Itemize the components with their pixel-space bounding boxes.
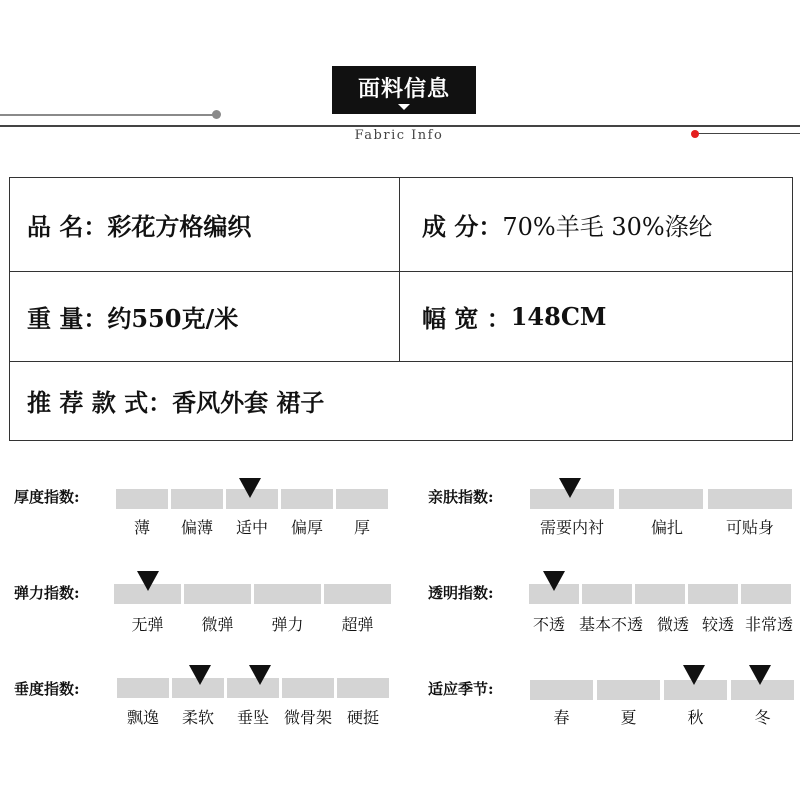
index-bar-segment: [117, 678, 169, 698]
index-bar-segment: [688, 584, 738, 604]
index-label: 厚度指数:: [14, 488, 80, 506]
name-value: 彩花方格编织: [107, 212, 252, 241]
composition-value: 70%羊毛 30%涤纶: [502, 213, 713, 241]
info-cell-styles: [10, 362, 791, 439]
info-cell-width: [400, 272, 791, 361]
index-option: 可贴身: [725, 518, 774, 537]
index-bar-segment: [171, 489, 223, 509]
index-option: 春: [553, 708, 570, 727]
index-option: 秋: [687, 708, 704, 727]
index-bar-segment: [337, 678, 389, 698]
index-bar-segment: [254, 584, 321, 604]
width-value: 148CM: [510, 302, 607, 331]
name-label: 品 名：: [27, 212, 108, 241]
header-line-left: [0, 114, 218, 116]
width-label: 幅 宽 ：: [422, 304, 511, 333]
index-option: 冬: [754, 708, 771, 727]
index-option: 需要内衬: [539, 518, 604, 537]
index-label: 垂度指数:: [14, 680, 80, 698]
styles-value: 香风外套 裙子: [172, 388, 325, 417]
index-option: 垂坠: [236, 708, 269, 727]
index-option: 薄: [133, 518, 150, 537]
header-line-right: [694, 133, 800, 134]
index-option: 飘逸: [126, 708, 159, 727]
index-option: 偏薄: [180, 518, 213, 537]
selected-marker-icon: [749, 665, 771, 685]
info-cell-weight: [10, 272, 399, 361]
section-title: 面料信息: [332, 66, 476, 114]
index-option: 微骨架: [283, 708, 332, 727]
index-bar-segment: [324, 584, 391, 604]
index-bar-segment: [635, 584, 685, 604]
index-bar-segment: [184, 584, 251, 604]
info-cell-name: [10, 178, 399, 271]
index-label: 透明指数:: [428, 584, 494, 602]
index-bar-segment: [619, 489, 703, 509]
title-pointer-icon: [398, 104, 410, 110]
weight-label: 重 量：: [27, 304, 108, 333]
info-cell-composition: [400, 178, 791, 271]
index-option: 柔软: [181, 708, 214, 727]
index-option: 微透: [656, 615, 689, 634]
index-bar-segment: [282, 678, 334, 698]
styles-label: 推 荐 款 式：: [27, 388, 173, 417]
index-label: 适应季节:: [428, 680, 494, 698]
index-bar-segment: [741, 584, 791, 604]
header-dot-grey: [212, 110, 221, 119]
index-option: 非常透: [744, 615, 793, 634]
index-option: 微弹: [201, 615, 234, 634]
selected-marker-icon: [559, 478, 581, 498]
index-bar-segment: [708, 489, 792, 509]
index-bar-segment: [530, 680, 593, 700]
index-option: 偏扎: [650, 518, 683, 537]
index-option: 偏厚: [290, 518, 323, 537]
selected-marker-icon: [137, 571, 159, 591]
index-bar-segment: [597, 680, 660, 700]
index-bar-segment: [281, 489, 333, 509]
index-option: 弹力: [271, 615, 304, 634]
index-option: 适中: [235, 518, 268, 537]
index-option: 夏: [620, 708, 637, 727]
index-bar-segment: [116, 489, 168, 509]
index-option: 无弹: [131, 615, 164, 634]
index-bar-segment: [582, 584, 632, 604]
index-label: 弹力指数:: [14, 584, 80, 602]
selected-marker-icon: [683, 665, 705, 685]
index-option: 厚: [353, 518, 370, 537]
index-label: 亲肤指数:: [428, 488, 494, 506]
selected-marker-icon: [543, 571, 565, 591]
composition-label: 成 分：: [422, 212, 503, 241]
index-option: 硬挺: [346, 708, 379, 727]
selected-marker-icon: [189, 665, 211, 685]
section-subtitle: Fabric Info: [354, 128, 444, 143]
selected-marker-icon: [249, 665, 271, 685]
header-line-main: [0, 125, 800, 127]
header-dot-red: [691, 130, 699, 138]
index-option: 较透: [701, 615, 734, 634]
index-option: 不透: [532, 615, 565, 634]
index-option: 基本不透: [578, 615, 643, 634]
weight-value: 约550克/米: [107, 304, 239, 333]
selected-marker-icon: [239, 478, 261, 498]
index-bar-segment: [336, 489, 388, 509]
index-option: 超弹: [341, 615, 374, 634]
